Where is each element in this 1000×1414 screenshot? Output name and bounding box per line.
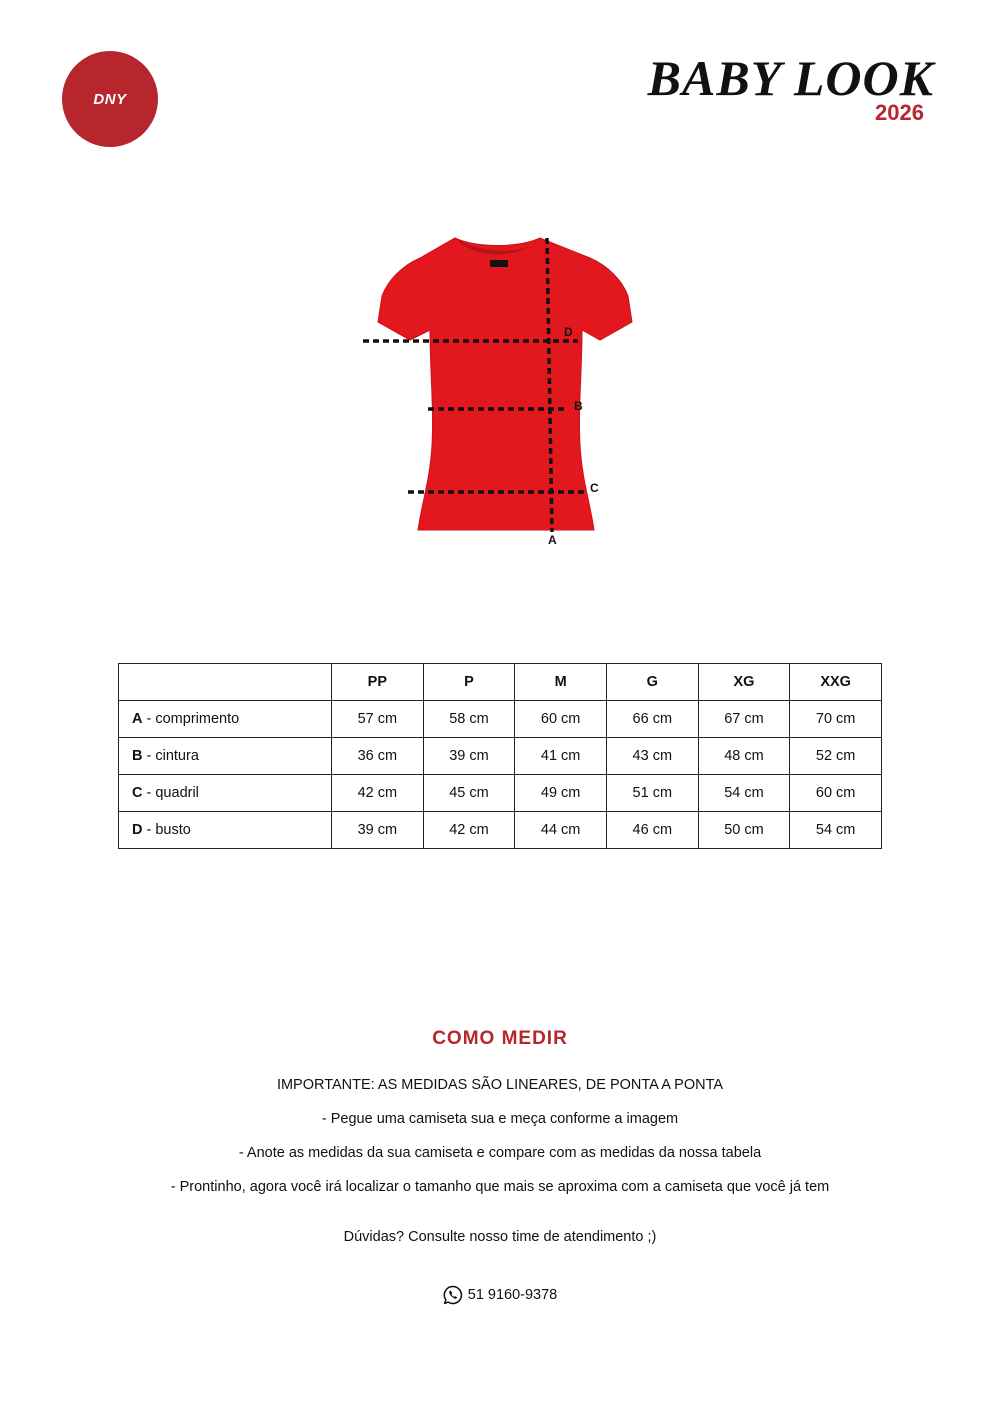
- size-table-header-empty: [119, 664, 332, 701]
- table-cell: 41 cm: [515, 738, 607, 775]
- row-label: [119, 812, 332, 849]
- table-cell: 52 cm: [790, 738, 882, 775]
- row-letter: C: [132, 785, 143, 801]
- table-cell: 50 cm: [698, 812, 790, 849]
- table-cell: 43 cm: [606, 738, 698, 775]
- table-cell: 54 cm: [790, 812, 882, 849]
- important-note: IMPORTANTE: AS MEDIDAS SÃO LINEARES, DE PONTA A PONTA: [276, 1077, 724, 1093]
- table-cell: 48 cm: [698, 738, 790, 775]
- step-1: - Pegue uma camiseta sua e meça conforme a imagem: [321, 1111, 679, 1127]
- size-table: [118, 663, 882, 849]
- brand-logo-text: DNY: [93, 90, 127, 108]
- row-letter: B: [132, 748, 143, 764]
- table-cell: 60 cm: [790, 775, 882, 812]
- table-row: [119, 701, 882, 738]
- how-to-measure-title: COMO MEDIR: [432, 1028, 568, 1049]
- table-cell: 39 cm: [332, 812, 424, 849]
- table-cell: 58 cm: [423, 701, 515, 738]
- size-header-xxg: XXG: [790, 664, 882, 701]
- phone-contact[interactable]: [0, 1285, 1000, 1305]
- row-measure-name: - quadril: [142, 785, 199, 801]
- row-measure-name: - busto: [142, 822, 191, 838]
- row-label: [119, 701, 332, 738]
- size-header-g: G: [606, 664, 698, 701]
- table-cell: 46 cm: [606, 812, 698, 849]
- page-year: 2026: [875, 100, 924, 125]
- table-cell: 51 cm: [606, 775, 698, 812]
- row-letter: A: [132, 711, 143, 727]
- row-label: [119, 738, 332, 775]
- table-row: [119, 775, 882, 812]
- table-cell: 44 cm: [515, 812, 607, 849]
- shirt-tag: [490, 260, 508, 267]
- step-3: - Prontinho, agora você irá localizar o tamanho que mais se aproxima com a camiseta que você já tem: [170, 1179, 830, 1195]
- table-cell: 39 cm: [423, 738, 515, 775]
- row-measure-name: - comprimento: [142, 711, 240, 727]
- table-row: [119, 738, 882, 775]
- table-cell: 60 cm: [515, 701, 607, 738]
- size-header-p: P: [423, 664, 515, 701]
- support-note: Dúvidas? Consulte nosso time de atendimento ;): [343, 1229, 657, 1245]
- whatsapp-icon: [443, 1285, 463, 1305]
- table-row: [119, 812, 882, 849]
- table-cell: 36 cm: [332, 738, 424, 775]
- size-table-header: [119, 664, 882, 701]
- step-2: - Anote as medidas da sua camiseta e compare com as medidas da nossa tabela: [238, 1145, 762, 1161]
- label-a: A: [548, 533, 557, 547]
- size-header-m: M: [515, 664, 607, 701]
- table-cell: 67 cm: [698, 701, 790, 738]
- size-header-xg: XG: [698, 664, 790, 701]
- size-header-pp: PP: [332, 664, 424, 701]
- row-measure-name: - cintura: [142, 748, 199, 764]
- table-cell: 49 cm: [515, 775, 607, 812]
- row-letter: D: [132, 822, 143, 838]
- table-cell: 42 cm: [332, 775, 424, 812]
- shirt-measurement-diagram: [360, 230, 650, 560]
- table-cell: 54 cm: [698, 775, 790, 812]
- page-header: [606, 52, 936, 126]
- brand-logo: [62, 51, 158, 147]
- table-cell: 57 cm: [332, 701, 424, 738]
- label-d: D: [564, 325, 573, 339]
- page-title: BABY LOOK: [647, 50, 934, 106]
- label-c: C: [590, 481, 599, 495]
- table-cell: 70 cm: [790, 701, 882, 738]
- table-cell: 45 cm: [423, 775, 515, 812]
- phone-number[interactable]: 51 9160-9378: [467, 1287, 558, 1303]
- table-cell: 42 cm: [423, 812, 515, 849]
- row-label: [119, 775, 332, 812]
- table-cell: 66 cm: [606, 701, 698, 738]
- label-b: B: [574, 399, 583, 413]
